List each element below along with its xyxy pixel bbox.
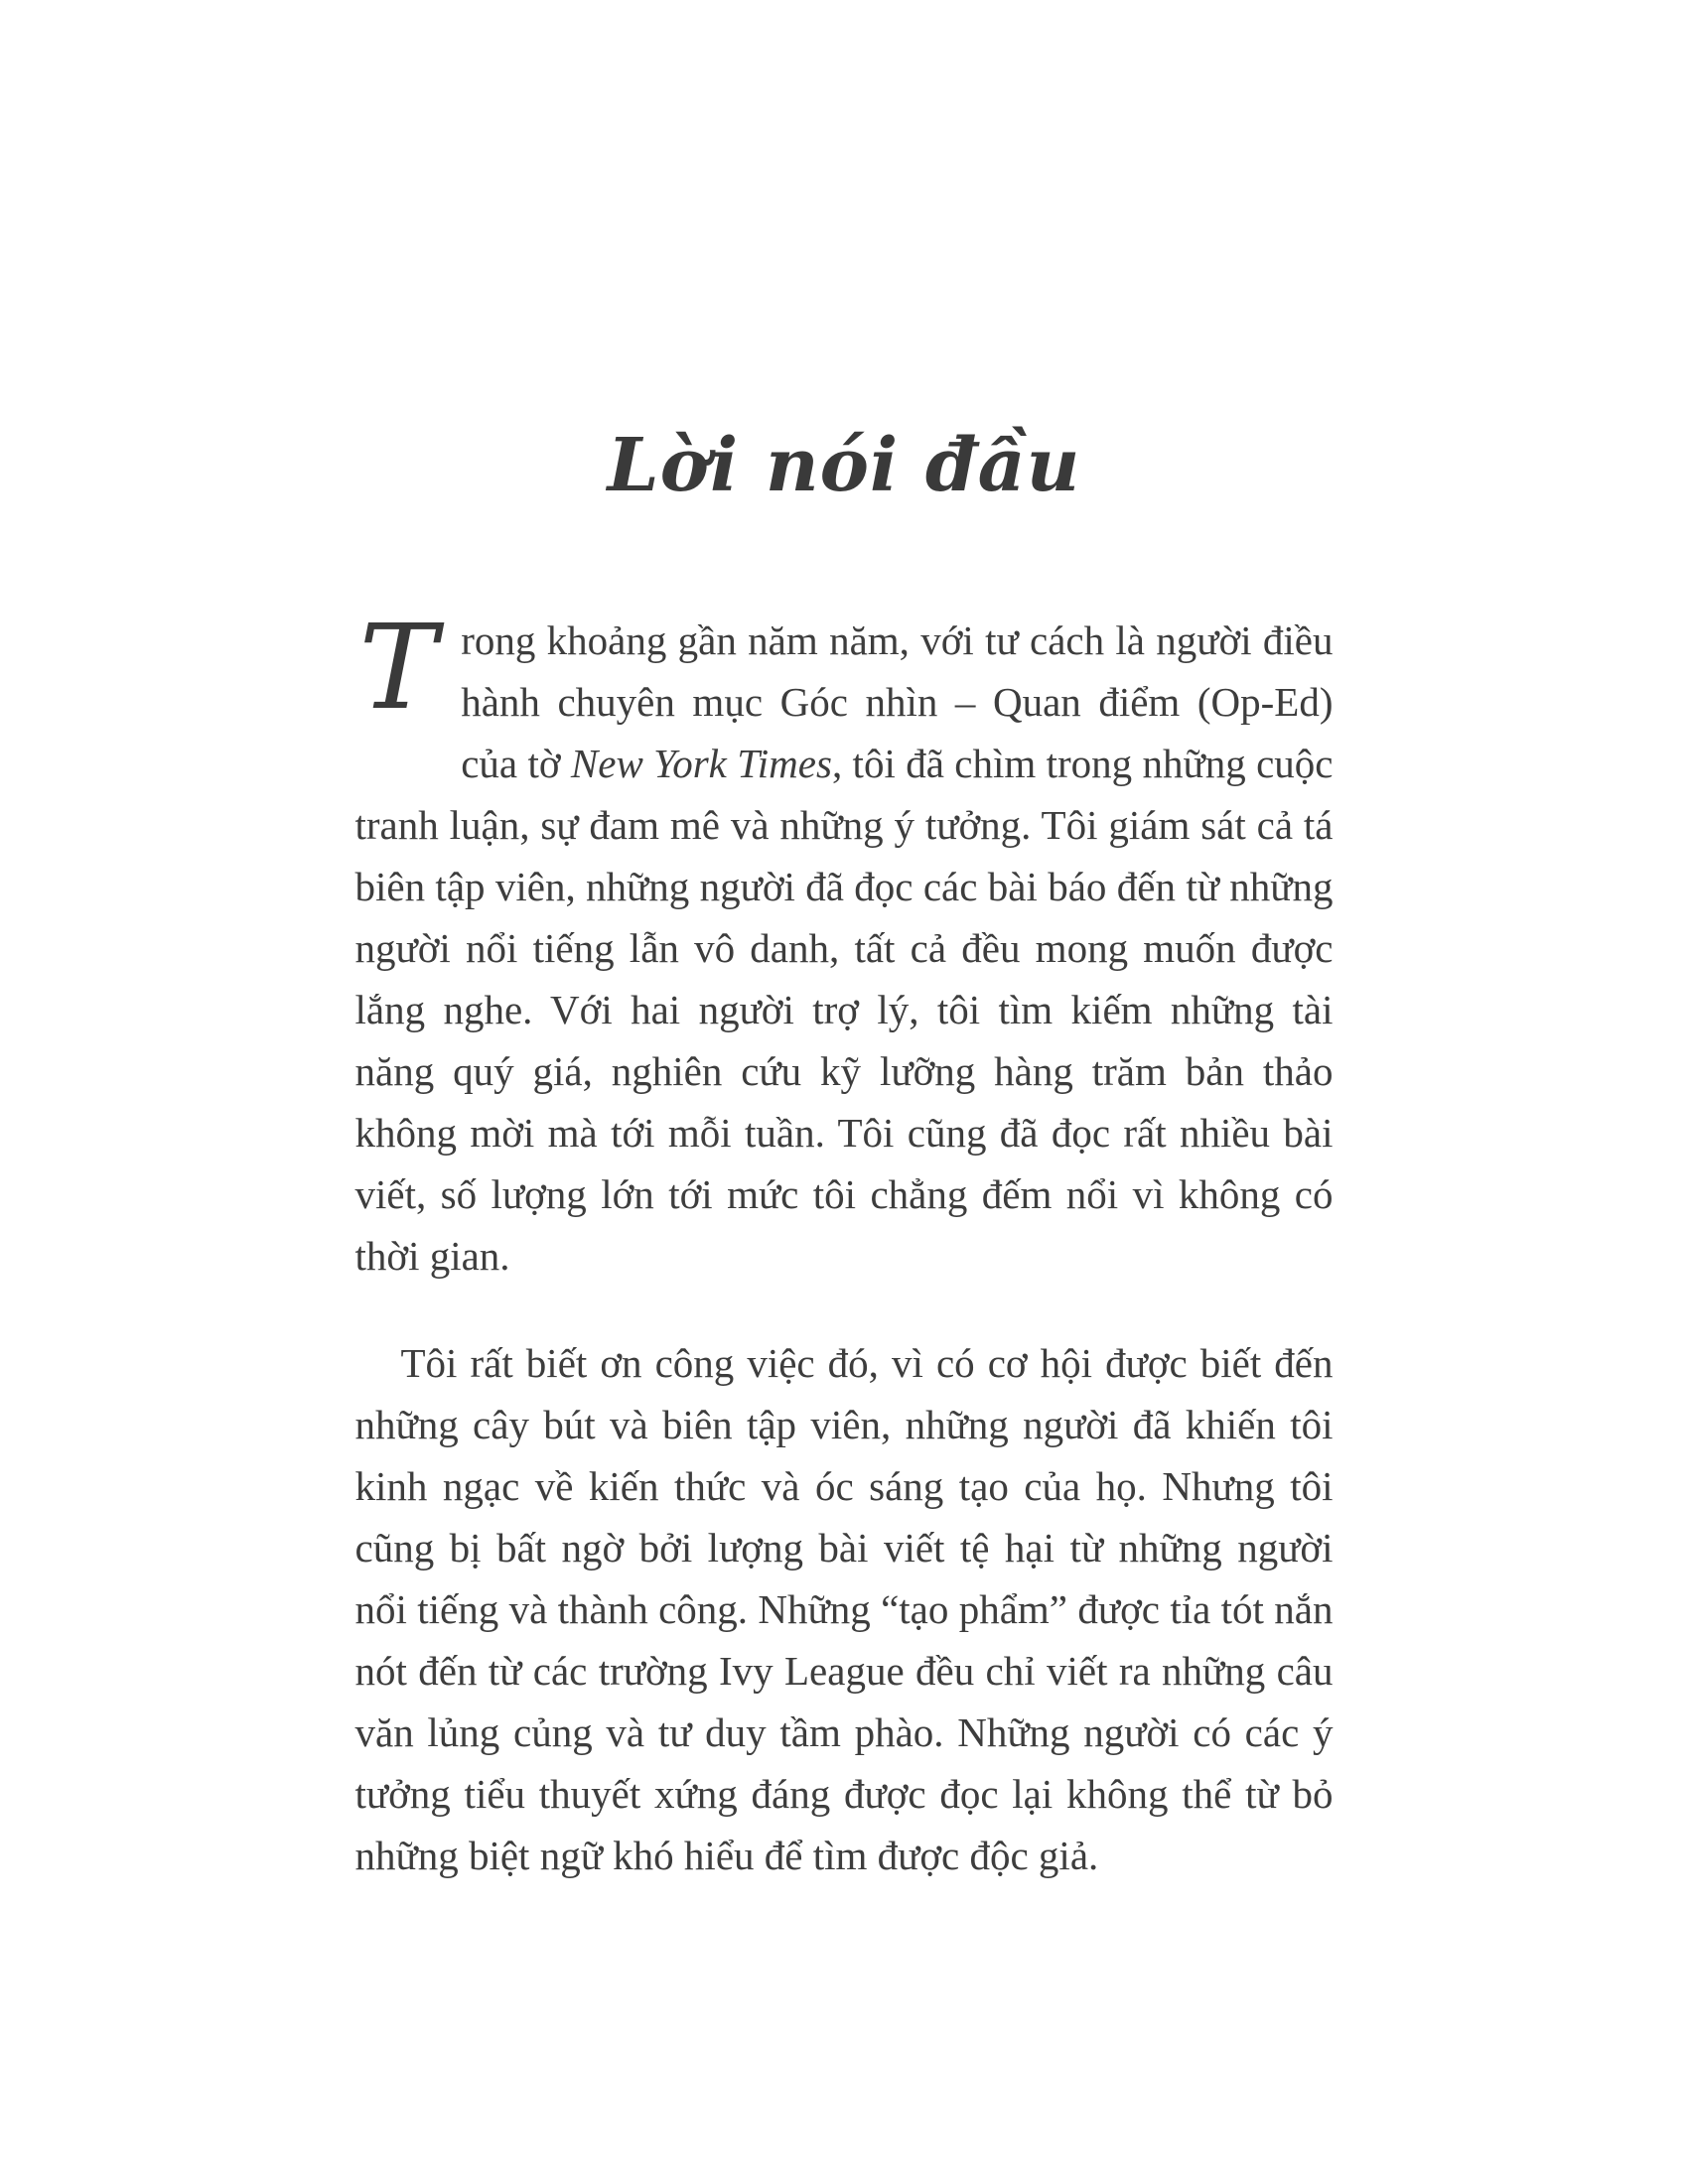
paragraph-1 [354, 598, 1334, 1287]
body-text [354, 598, 1334, 1886]
dropcap-letter: T [358, 598, 438, 736]
newspaper-name: New York Times [570, 740, 832, 786]
page-title: Lời nói đầu [607, 423, 1081, 508]
paragraph-2: Tôi rất biết ơn công việc đó, vì có cơ hội được biết đến những cây bút và biên tập viên, những người đã khiến tôi kinh ngạc về kiến thức và óc sáng tạo của họ. Nhưng tôi cũng bị bất ngờ bởi lượng bài viết tệ hại từ những người nổi tiếng và thành công. Những “tạo phẩm” được tỉa tót nắn nót đến từ các trường Ivy League đều chỉ viết ra những câu văn lủng củng và tư duy tầm phào. Những người có các ý tưởng tiểu thuyết xứng đáng được đọc lại không thể từ bỏ những biệt ngữ khó hiểu để tìm được độc giả. [354, 1339, 1334, 1878]
content-column [355, 422, 1334, 1886]
paragraph-1-text: rong khoảng gần năm năm, với tư cách là người điều hành chuyên mục Góc nhìn – Quan điểm (Op-Ed) của tờ [461, 616, 1334, 786]
paragraph-1-text-continued: , tôi đã chìm trong những cuộc tranh luận, sự đam mê và những ý tưởng. Tôi giám sát cả tá biên tập viên, những người đã đọc các bài báo đến từ những người nổi tiếng lẫn vô danh, tất cả đều mong muốn được lắng nghe. Với hai người trợ lý, tôi tìm kiếm những tài năng quý giá, nghiên cứu kỹ lưỡng hàng trăm bản thảo không mời mà tới mỗi tuần. Tôi cũng đã đọc rất nhiều bài viết, số lượng lớn tới mức tôi chẳng đếm nổi vì không có thời gian. [354, 740, 1334, 1279]
